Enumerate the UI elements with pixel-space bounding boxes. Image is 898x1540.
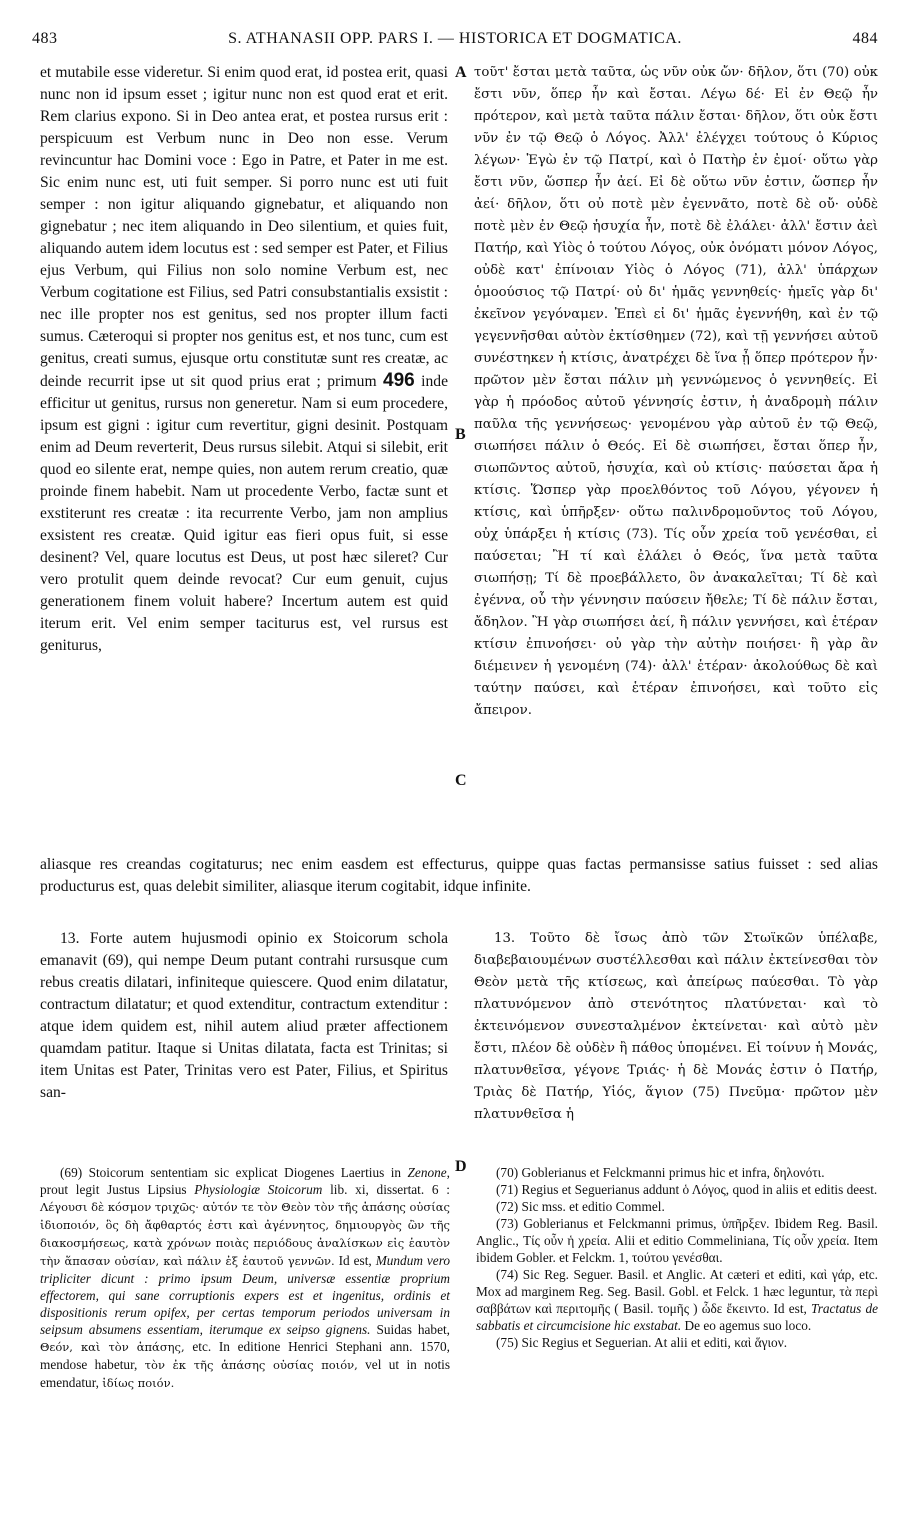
greek-section-13: 13. Τοῦτο δὲ ἴσως ἀπὸ τῶν Στωϊκῶν ὑπέλαβε, διαβεβαιουμένων συστέλλεσθαι καὶ πάλιν ἐκτείνεσθαι τὸν Θεὸν μετὰ τῆς κτίσεως, καὶ ἀπείρως παύεσθαι. Τὸ γὰρ πλατυνόμενον ἀπὸ στενότητος πλατύνεται· καὶ τὸ ἐκτεινόμενον συνεσταλμένον ἐκτείνεται· καὶ αὐτὸ μὲν ἔστι, πλέον δὲ οὐδὲν ἢ πάθος ὑπομένει. Εἰ τοίνυν ἡ Μονάς, πλατυνθεῖσα, γέγονε Τριάς· ἡ δὲ Μονάς ἐστιν ὁ Πατήρ, Τριὰς δὲ Πατήρ, Υἱός, ἅγιον (75) Πνεῦμα· πρῶτον μὲν πλατυνθεῖσα ἡ xyxy=(474,931,878,1122)
fn69-greek-1: Λέγουσι δὲ κόσμον τριχῶς· αὐτόν τε τὸν Θεὸν τὸν τῆς ἁπάσης οὐσίας ἰδιοποιόν, ὃς δὴ ἄφθαρτός ἐστι καὶ ἀγέννητος, δημιουργὸς ὢν τῆς διακοσμήσεως, κατὰ χρόνων ποιὰς περιόδους ἀναλίσκων εἰς ἑαυτὸν τὴν ἅπασαν οὐσίαν, καὶ πάλιν ἐξ ἑαυτοῦ γεννῶν. xyxy=(40,1200,450,1268)
footnotes-left xyxy=(40,1164,450,1392)
margin-marker-c: C xyxy=(455,772,467,789)
fn74-italic: Tractatus de sabbatis et circumcisione hic exstabat. xyxy=(476,1301,879,1333)
greek-column-top xyxy=(474,62,878,722)
footnotes-right xyxy=(476,1164,878,1351)
fn69-text-e: Suidas habet, xyxy=(376,1322,450,1337)
fn69-text-f: etc. In editione Henrici Stephani ann. 1570, mendose habetur, xyxy=(40,1339,450,1372)
greek-paragraph-top: τοῦτ' ἔσται μετὰ ταῦτα, ὡς νῦν οὐκ ὤν· δῆλον, ὅτι (70) οὐκ ἔστι νῦν, ὅπερ ἦν καὶ ἔσται. Λέγω δέ· Εἰ ἐν Θεῷ ἦν πρότερον, καὶ μετὰ ταῦτα πάλιν ἔσται· δῆλον, ὅτι οὐκ ἔστι νῦν ἐν τῷ Θεῷ ὁ Λόγος. Ἀλλ' ἐλέγχει τούτους ὁ Κύριος λέγων· Ἐγὼ ἐν τῷ Πατρί, καὶ ὁ Πατὴρ ἐν ἐμοί· οὕτω γὰρ ἔστι νῦν, ὥσπερ ἦν ἀεί. Εἰ δὲ οὕτω νῦν ἐστιν, ὥσπερ ἦν ἀεί· δῆλον, ὅτι οὐ ποτὲ μὲν ἐγεννᾶτο, ποτὲ δὲ οὔ· οὐδὲ ποτὲ μὲν ἐν Θεῷ ἡσυχία ἦν, ποτὲ δὲ ἐλάλει· ἀλλ' ἔστιν ἀεὶ Πατήρ, καὶ Υἱὸς ὁ τούτου Λόγος, οὐκ ὀνόματι μόνον Λόγος, οὐδὲ κατ' ἐπίνοιαν Υἱὸς ὁ Λόγος (71), ἀλλ' ὑπάρχων ὁμοούσιος τῷ Πατρί· οὐ δι' ἡμᾶς γεννηθείς· ἡμεῖς γὰρ δι' ἐκεῖνον γεγόναμεν. Ἐπεὶ εἰ δι' ἡμᾶς ἐγεννήθη, καὶ ἐν τῷ γεγεννῆσθαι αὐτὸν ἐκτίσθημεν (72), καὶ τῇ γεννήσει αὐτοῦ συνέστηκεν ἡ κτίσις, ἀνατρέχει δὲ ἵνα ᾖ ὅπερ πρότερον ἦν· πρῶτον μὲν ἔσται πάλιν μὴ γεννώμενος ὁ γεννηθείς. Εἰ γὰρ ἡ πρόοδος αὐτοῦ γέννησίς ἐστιν, ἡ ἀναδρομὴ πάλιν παῦλα τῆς γεννήσεως· γενομένου γὰρ αὐτοῦ ἐν τῷ Θεῷ, σιωπήσει πάλιν ὁ Θεός. Εἰ δὲ σιωπήσει, ἔσται ὅπερ ἦν, σιωπῶντος αὐτοῦ, ἡσυχία, καὶ οὐ κτίσις· παύσεται ἄρα ἡ κτίσις. Ὥσπερ γὰρ προελθόντος τοῦ Λόγου, γέγονεν ἡ κτίσις, καὶ ὑπῆρξεν· οὕτω παλινδρομοῦντος τοῦ Λόγου, οὐχ ὑπάρξει ἡ κτίσις (73). Τίς οὖν χρεία τοῦ γενέσθαι, εἰ παύσεται; Ἢ τί καὶ ἐλάλει ὁ Θεός, ἵνα μετὰ ταῦτα σιωπήσῃ; Τί δὲ προεβάλλετο, ὃν ἀνακαλεῖται; Τί δὲ καὶ ἐγέννα, οὗ τὴν γέννησιν παύσειν ἤθελε; Τί δὲ πάλιν ἔσται, ἄδηλον. Ἢ γὰρ σιωπήσει ἀεί, ἢ πάλιν γεννήσει, καὶ ἑτέραν κτίσιν ἐπινοήσει· οὐ γὰρ τὴν αὐτὴν ποιήσει· ἢ γὰρ ἂν διέμεινεν ἡ γενομένη (74)· ἀλλ' ἑτέραν· ἀκολούθως δὲ καὶ ταύτην παύσει, καὶ ἑτέραν ἐπινοήσει, καὶ τοῦτο εἰς ἄπειρον. xyxy=(474,65,878,718)
margin-marker-d: D xyxy=(455,1158,467,1175)
fn74-text-a: (74) Sic Reg. Seguer. Basil. et Anglic. At cæteri et editi, καὶ γάρ, etc. Mox ad marginem Reg. Seg. Basil. Gobl. et Felck. 1 hæc leguntur, τὰ περὶ σαββάτων καὶ περιτομῆς ( Basil. τομῆς ) ὧδε ἔκειντο. Id est, xyxy=(476,1267,878,1316)
latin-full-paragraph: aliasque res creandas cogitaturus; nec enim easdem est effecturus, quippe quas factas permansisse satius fuisset : sed alias producturus est, quas delebit similiter, aliasque iterum cogitabit, idque infinite. xyxy=(40,856,878,895)
footnote-71: (71) Regius et Seguerianus addunt ὁ Λόγος, quod in aliis et editis deest. xyxy=(496,1182,878,1197)
page-number-left: 483 xyxy=(32,30,58,47)
footnote-72: (72) Sic mss. et editio Commel. xyxy=(496,1199,665,1214)
footnote-75: (75) Sic Regius et Seguerian. At alii et editi, καὶ ἅγιον. xyxy=(496,1335,788,1350)
latin-column-top xyxy=(40,62,448,657)
latin-text-part2: inde efficitur ut genitus, rursus non generetur. Nam si eum procedere, ipsum est gigni : igitur cum revertitur, gigni desinit. Postquam enim ad Deum reverterit, Deus rursus silebit. Atqui si silebit, erit quod eo silente erat, nempe quies, non autem rerum creatio, quæ proinde finem habebit. Nam ut procedente Verbo, factæ sunt et exstiterunt res creatæ : ita recurrente Verbo, jam non amplius exsistent res creatæ. Quid igitur eas fieri opus fuit, si esse desinent? Vel, quare locutus est Deus, ut post hæc sileret? Cur vero protulit quem deinde revocat? Cur eum genuit, cujus generationem finem voluit habere? Incertum autem est quid iterum erit. Vel enim semper taciturus est, vel rursus est geniturus, xyxy=(40,373,448,654)
page-number-right: 484 xyxy=(852,30,878,47)
running-header xyxy=(32,30,878,54)
fn69-greek-2: Θεόν, καὶ τὸν ἁπάσης, xyxy=(40,1340,185,1354)
latin-paragraph-top xyxy=(40,62,448,657)
fn69-zenone: Zenone xyxy=(407,1165,447,1180)
fn74-text-b: De eo agemus suo loco. xyxy=(684,1318,812,1333)
fn69-text-a: (69) Stoicorum sententiam sic explicat Diogenes Laertius in xyxy=(60,1165,402,1180)
latin-column-section-13 xyxy=(40,928,448,1104)
fn69-text-d: Id est, xyxy=(338,1253,372,1268)
fn69-text-g: vel ut in notis emendatur, xyxy=(40,1357,451,1390)
fn69-text-b: , prout legit Justus Lipsius xyxy=(40,1165,450,1197)
fn69-physiologiae: Physiologiæ Stoicorum xyxy=(194,1182,323,1197)
latin-section-13: 13. Forte autem hujusmodi opinio ex Stoicorum schola emanavit (69), qui nempe Deum putant contrahi rursusque cum rebus creatis dilatari, infiniteque quiescere. Quod enim dilatatur, contractum dilatatur; et quod extenditur, contractum extenditur : atque idem quidem est, nihil autem aliud præter affectionem quamdam patitur. Itaque si Unitas dilatata, facta est Trinitas; si item Unitas est Pater, Trinitas vero est Pater, Filius, et Spiritus san- xyxy=(40,930,448,1101)
footnote-74 xyxy=(476,1266,878,1334)
greek-column-section-13 xyxy=(474,928,878,1126)
running-title: S. ATHANASII OPP. PARS I. — HISTORICA ET DOGMATICA. xyxy=(228,30,682,47)
footnote-70: (70) Goblerianus et Felckmanni primus hic et infra, δηλονότι. xyxy=(496,1165,825,1180)
fn69-greek-4: ἰδίως ποιόν. xyxy=(102,1376,175,1390)
footnote-69 xyxy=(40,1164,450,1392)
latin-full-width xyxy=(40,854,878,898)
footnote-73: (73) Goblerianus et Felckmanni primus, ὑπῆρξεν. Ibidem Reg. Basil. Anglic., Τίς οὖν ἡ χρεία. Alii et editio Commeliniana, Τίς οὖν χρεία. Item ibidem Gobler. et Felckm. 1, τούτου γενέσθαι. xyxy=(476,1216,878,1265)
margin-marker-b: B xyxy=(455,426,466,443)
latin-text-part1: et mutabile esse videretur. Si enim quod erat, id postea erit, quasi nunc non id ipsum esset ; igitur nunc non est quod erat et erit. Rem clarius expono. Si in Deo antea erat, et postea rursus erit : perspicuum est Verbum nunc in Deo non esse. Verum revincuntur hac Domini voce : Ego in Patre, et Pater in me est. Sic enim nunc est, uti fuit semper. Si porro nunc est uti fuit semper : non igitur aliquando gignebatur, et aliquando non gignebatur ; nec item aliquando in Deo silentium, et quies fuit, aliquando autem idem locutus est : sed semper est Pater, et Filius ejus Verbum, qui Filius non solo nomine Verbum est, nec Verbum cogitatione est Filius, sed Patri consubstantialis exsistit : nec ille propter nos est genitus, sed nos propter illum facti sumus. Cæteroqui si propter nos genitus est, et nos tunc, cum est genitus, creati sumus, ejusque ortu constitutæ sunt res creatæ, ac deinde recurrit ipse ut sit quod prius erat ; primum xyxy=(40,64,448,390)
fn69-text-c: lib. xi, dissertat. 6 : xyxy=(330,1182,450,1197)
column-number: 496 xyxy=(383,370,415,391)
margin-marker-a: A xyxy=(455,64,467,81)
fn69-latin-translation: Mundum vero tripliciter dicunt : primo ipsum Deum, universæ essentiæ proprium effectorem, qui sane corruptionis expers est et ingenitus, ordinis et dispositionis rerum opifex, per certas temporum periodos universam in seipsum absumens essentiam, iterumque ex seipso gignens. xyxy=(40,1253,451,1337)
fn69-greek-3: τὸν ἐκ τῆς ἁπάσης οὐσίας ποιόν, xyxy=(144,1358,358,1372)
